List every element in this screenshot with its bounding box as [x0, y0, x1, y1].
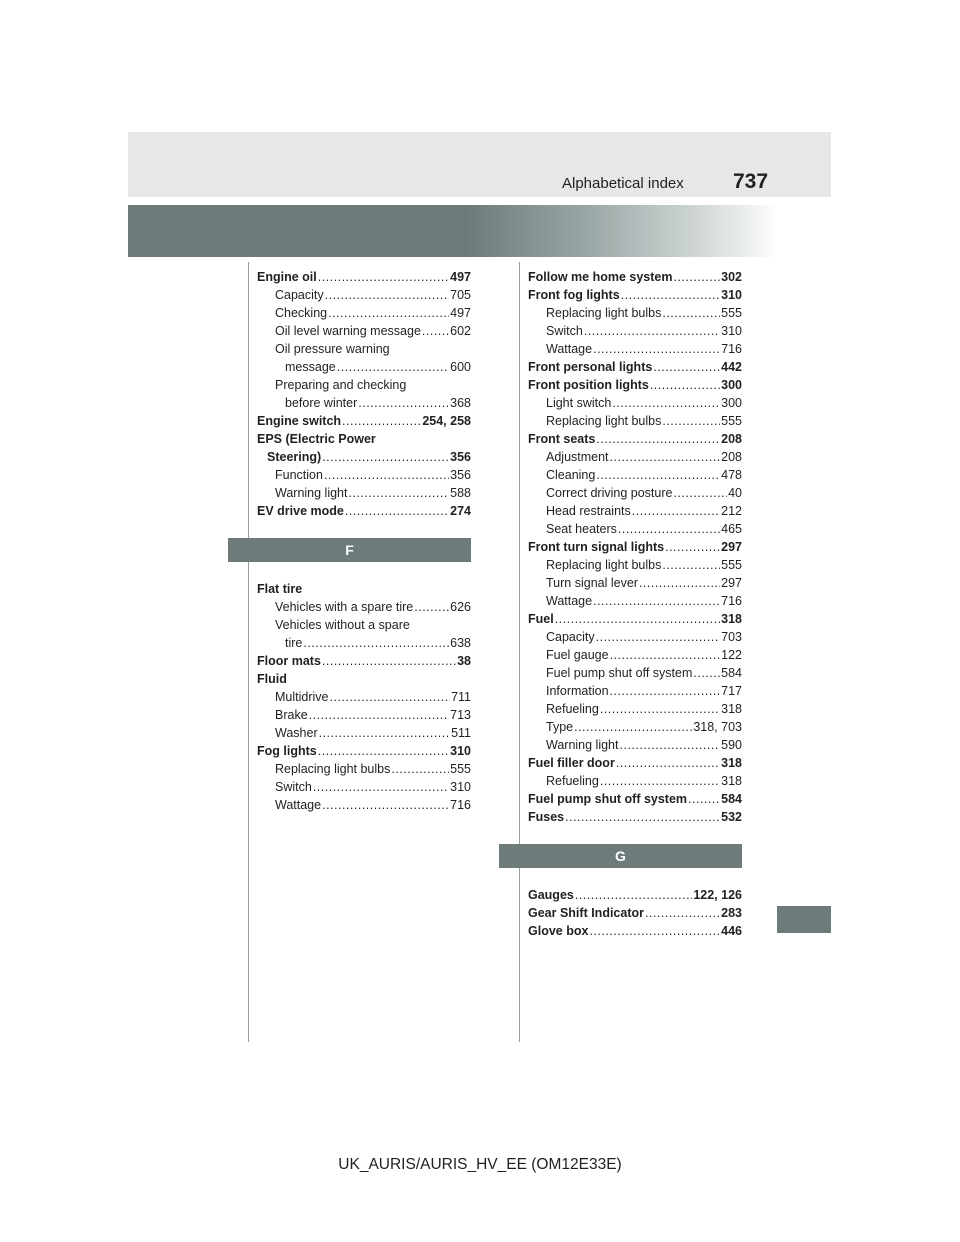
entry-label: Capacity — [546, 630, 595, 644]
entry-label: EV drive mode — [257, 504, 344, 518]
dot-leader — [596, 430, 720, 448]
entry-page: 555 — [450, 762, 471, 776]
entry-label: Fog lights — [257, 744, 317, 758]
entry-page: 465 — [721, 522, 742, 536]
dot-leader — [610, 646, 721, 664]
entry-label: Front seats — [528, 432, 596, 446]
dot-leader — [337, 358, 449, 376]
page-number: 737 — [733, 170, 769, 193]
entry-page: 310 — [450, 780, 471, 794]
entry-page: 318 — [721, 612, 742, 626]
index-entry[interactable] — [257, 706, 471, 724]
index-entry[interactable] — [257, 268, 471, 286]
entry-label: Refueling — [546, 702, 599, 716]
dot-leader — [555, 610, 720, 628]
entry-page: 208 — [721, 432, 742, 446]
index-entry[interactable] — [528, 574, 742, 592]
dot-leader — [324, 466, 449, 484]
index-entry[interactable] — [528, 484, 742, 502]
entry-label: Wattage — [275, 798, 322, 812]
entry-label: Switch — [275, 780, 312, 794]
index-entry[interactable] — [528, 628, 742, 646]
entry-label: before winter — [285, 396, 358, 410]
entry-page: 300 — [721, 396, 742, 410]
dot-leader — [330, 688, 451, 706]
index-entry[interactable] — [528, 772, 742, 790]
index-entry[interactable] — [528, 790, 742, 808]
dot-leader — [318, 268, 449, 286]
letter-heading: F — [228, 538, 471, 562]
entry-page: 283 — [721, 906, 742, 920]
entry-label: Multidrive — [275, 690, 329, 704]
entry-label: Cleaning — [546, 468, 596, 482]
dot-leader — [639, 574, 720, 592]
index-entry[interactable] — [528, 376, 742, 394]
entry-page: 302 — [721, 270, 742, 284]
index-entry[interactable] — [528, 322, 742, 340]
index-entry[interactable] — [528, 538, 742, 556]
index-entry[interactable] — [528, 268, 742, 286]
entry-label: Correct driving posture — [546, 486, 673, 500]
dot-leader — [596, 466, 720, 484]
dot-leader — [632, 502, 720, 520]
dot-leader — [693, 664, 720, 682]
index-entry-text: EPS (Electric Power — [257, 432, 376, 446]
entry-page: 555 — [721, 306, 742, 320]
dot-leader — [650, 376, 720, 394]
index-entry[interactable] — [528, 718, 742, 736]
entry-page: 588 — [450, 486, 471, 500]
index-entry-text: Oil pressure warning — [275, 342, 390, 356]
entry-page: 442 — [721, 360, 742, 374]
header-band — [128, 132, 831, 197]
index-entry[interactable] — [528, 808, 742, 826]
dot-leader — [414, 598, 449, 616]
index-entry[interactable] — [257, 688, 471, 706]
entry-label: Type — [546, 720, 574, 734]
index-entry-text: Flat tire — [257, 582, 303, 596]
dot-leader — [313, 778, 449, 796]
entry-page: 300 — [721, 378, 742, 392]
dot-leader — [309, 706, 449, 724]
entry-page: 40 — [728, 486, 742, 500]
dot-leader — [662, 412, 720, 430]
entry-label: message — [285, 360, 336, 374]
entry-label: Steering) — [267, 450, 322, 464]
index-entry[interactable] — [528, 592, 742, 610]
dot-leader — [621, 286, 720, 304]
dot-leader — [422, 322, 449, 340]
index-entry[interactable] — [528, 394, 742, 412]
entry-page: 717 — [721, 684, 742, 698]
entry-page: 711 — [451, 690, 471, 704]
dot-leader — [593, 592, 720, 610]
entry-label: Capacity — [275, 288, 324, 302]
entry-page: 511 — [451, 726, 471, 740]
dot-leader — [318, 742, 449, 760]
dot-leader — [322, 448, 449, 466]
entry-page: 297 — [721, 540, 742, 554]
entry-page: 626 — [450, 600, 471, 614]
entry-label: Oil level warning message — [275, 324, 421, 338]
entry-label: Warning light — [275, 486, 348, 500]
entry-page: 638 — [450, 636, 471, 650]
index-entry[interactable] — [528, 904, 742, 922]
dot-leader — [328, 304, 449, 322]
entry-page: 584 — [721, 666, 742, 680]
index-entry[interactable] — [257, 724, 471, 742]
entry-label: Light switch — [546, 396, 612, 410]
entry-page: 584 — [721, 792, 742, 806]
index-entry[interactable] — [528, 502, 742, 520]
side-thumb-tab — [777, 906, 831, 933]
index-column-2 — [528, 268, 742, 940]
entry-page: 318 — [721, 702, 742, 716]
index-entry-text: Preparing and checking — [275, 378, 407, 392]
dot-leader — [303, 634, 449, 652]
entry-label: Adjustment — [546, 450, 609, 464]
index-entry-text: Vehicles without a spare — [275, 618, 410, 632]
entry-label: Floor mats — [257, 654, 321, 668]
dot-leader — [589, 922, 720, 940]
entry-page: 310 — [721, 288, 742, 302]
index-entry[interactable] — [257, 652, 471, 670]
entry-page: 497 — [450, 270, 471, 284]
entry-page: 208 — [721, 450, 742, 464]
dot-leader — [322, 796, 449, 814]
index-entry[interactable] — [528, 664, 742, 682]
entry-label: Fuel gauge — [546, 648, 609, 662]
dot-leader — [610, 448, 721, 466]
dot-leader — [665, 538, 720, 556]
entry-label: Brake — [275, 708, 308, 722]
column-divider-left — [248, 262, 249, 1042]
entry-label: Seat heaters — [546, 522, 617, 536]
entry-label: Follow me home system — [528, 270, 673, 284]
entry-page: 212 — [721, 504, 742, 518]
index-entry[interactable] — [528, 430, 742, 448]
index-entry[interactable] — [528, 646, 742, 664]
dot-leader — [596, 628, 721, 646]
dot-leader — [620, 736, 721, 754]
dot-leader — [653, 358, 720, 376]
index-entry[interactable] — [528, 286, 742, 304]
index-entry[interactable] — [257, 286, 471, 304]
entry-page: 254, 258 — [422, 414, 471, 428]
index-entry[interactable] — [528, 520, 742, 538]
dot-leader — [645, 904, 720, 922]
entry-label: Checking — [275, 306, 328, 320]
index-entry[interactable] — [257, 598, 471, 616]
entry-label: Engine oil — [257, 270, 317, 284]
dot-leader — [342, 412, 421, 430]
entry-label: Refueling — [546, 774, 599, 788]
entry-label: Warning light — [546, 738, 619, 752]
index-entry[interactable] — [528, 448, 742, 466]
entry-label: Glove box — [528, 924, 589, 938]
index-entry[interactable] — [528, 610, 742, 628]
entry-page: 318, 703 — [693, 720, 742, 734]
dot-leader — [618, 520, 720, 538]
index-entry[interactable] — [528, 412, 742, 430]
index-entry[interactable] — [257, 778, 471, 796]
dot-leader — [391, 760, 449, 778]
index-entry[interactable] — [528, 700, 742, 718]
index-entry[interactable] — [257, 322, 471, 340]
dot-leader — [565, 808, 720, 826]
entry-label: Front turn signal lights — [528, 540, 665, 554]
entry-label: Fuel — [528, 612, 554, 626]
entry-page: 716 — [721, 342, 742, 356]
entry-page: 555 — [721, 558, 742, 572]
index-entry-text: Fluid — [257, 672, 287, 686]
entry-page: 356 — [450, 450, 471, 464]
index-entry[interactable] — [528, 886, 742, 904]
entry-page: 716 — [450, 798, 471, 812]
entry-page: 590 — [721, 738, 742, 752]
index-entry[interactable] — [257, 634, 471, 652]
entry-page: 705 — [450, 288, 471, 302]
dot-leader — [349, 484, 450, 502]
index-entry[interactable] — [528, 736, 742, 754]
dot-leader — [662, 556, 720, 574]
entry-label: Gear Shift Indicator — [528, 906, 644, 920]
index-entry[interactable] — [257, 796, 471, 814]
entry-page: 532 — [721, 810, 742, 824]
entry-label: Replacing light bulbs — [546, 306, 662, 320]
index-column-1 — [257, 268, 471, 814]
index-entry[interactable] — [528, 304, 742, 322]
entry-page: 122, 126 — [693, 888, 742, 902]
entry-page: 310 — [450, 744, 471, 758]
entry-page: 274 — [450, 504, 471, 518]
entry-label: Wattage — [546, 594, 593, 608]
dot-leader — [584, 322, 720, 340]
index-entry[interactable] — [257, 484, 471, 502]
index-entry[interactable] — [257, 502, 471, 520]
entry-label: Switch — [546, 324, 583, 338]
entry-label: Vehicles with a spare tire — [275, 600, 414, 614]
entry-label: Engine switch — [257, 414, 342, 428]
dot-leader — [358, 394, 449, 412]
index-entry[interactable] — [528, 682, 742, 700]
entry-label: Replacing light bulbs — [546, 558, 662, 572]
footer-model-code: UK_AURIS/AURIS_HV_EE (OM12E33E) — [338, 1156, 622, 1173]
entry-page: 446 — [721, 924, 742, 938]
entry-label: Washer — [275, 726, 318, 740]
dot-leader — [662, 304, 720, 322]
dot-leader — [593, 340, 720, 358]
dot-leader — [575, 886, 692, 904]
entry-page: 318 — [721, 756, 742, 770]
dot-leader — [319, 724, 450, 742]
entry-label: Fuel filler door — [528, 756, 615, 770]
entry-label: Front personal lights — [528, 360, 653, 374]
index-entry[interactable] — [257, 412, 471, 430]
entry-label: Replacing light bulbs — [546, 414, 662, 428]
entry-page: 122 — [721, 648, 742, 662]
entry-page: 716 — [721, 594, 742, 608]
entry-label: Information — [546, 684, 609, 698]
dot-leader — [600, 772, 720, 790]
entry-label: Replacing light bulbs — [275, 762, 391, 776]
entry-label: Fuel pump shut off system — [546, 666, 693, 680]
entry-page: 703 — [721, 630, 742, 644]
header-banner — [128, 205, 778, 257]
entry-label: Gauges — [528, 888, 574, 902]
dot-leader — [610, 682, 721, 700]
entry-page: 600 — [450, 360, 471, 374]
entry-page: 318 — [721, 774, 742, 788]
entry-page: 38 — [457, 654, 471, 668]
dot-leader — [673, 484, 727, 502]
index-entry[interactable] — [257, 760, 471, 778]
entry-page: 368 — [450, 396, 471, 410]
entry-label: Head restraints — [546, 504, 631, 518]
dot-leader — [600, 700, 720, 718]
dot-leader — [688, 790, 720, 808]
entry-page: 310 — [721, 324, 742, 338]
entry-label: Front position lights — [528, 378, 649, 392]
entry-page: 297 — [721, 576, 742, 590]
entry-page: 602 — [450, 324, 471, 338]
dot-leader — [322, 652, 456, 670]
column-divider-middle — [519, 262, 520, 1042]
index-entry[interactable] — [257, 742, 471, 760]
index-entry[interactable] — [528, 556, 742, 574]
section-title: Alphabetical index — [562, 175, 684, 192]
entry-page: 713 — [450, 708, 471, 722]
entry-label: Fuses — [528, 810, 565, 824]
dot-leader — [673, 268, 720, 286]
index-entry[interactable] — [528, 340, 742, 358]
index-entry[interactable] — [257, 466, 471, 484]
entry-label: Function — [275, 468, 323, 482]
index-entry[interactable] — [528, 466, 742, 484]
entry-page: 478 — [721, 468, 742, 482]
entry-label: tire — [285, 636, 303, 650]
dot-leader — [325, 286, 450, 304]
entry-label: Wattage — [546, 342, 593, 356]
entry-label: Front fog lights — [528, 288, 620, 302]
dot-leader — [612, 394, 720, 412]
entry-label: Fuel pump shut off system — [528, 792, 688, 806]
letter-heading: G — [499, 844, 742, 868]
dot-leader — [345, 502, 449, 520]
entry-page: 555 — [721, 414, 742, 428]
index-entry[interactable] — [528, 754, 742, 772]
dot-leader — [574, 718, 692, 736]
entry-label: Turn signal lever — [546, 576, 638, 590]
index-entry[interactable] — [257, 358, 471, 376]
entry-page: 356 — [450, 468, 471, 482]
entry-page: 497 — [450, 306, 471, 320]
index-entry[interactable] — [528, 922, 742, 940]
index-entry[interactable] — [257, 394, 471, 412]
dot-leader — [616, 754, 720, 772]
index-entry[interactable] — [257, 304, 471, 322]
index-entry[interactable] — [528, 358, 742, 376]
index-entry[interactable] — [257, 448, 471, 466]
